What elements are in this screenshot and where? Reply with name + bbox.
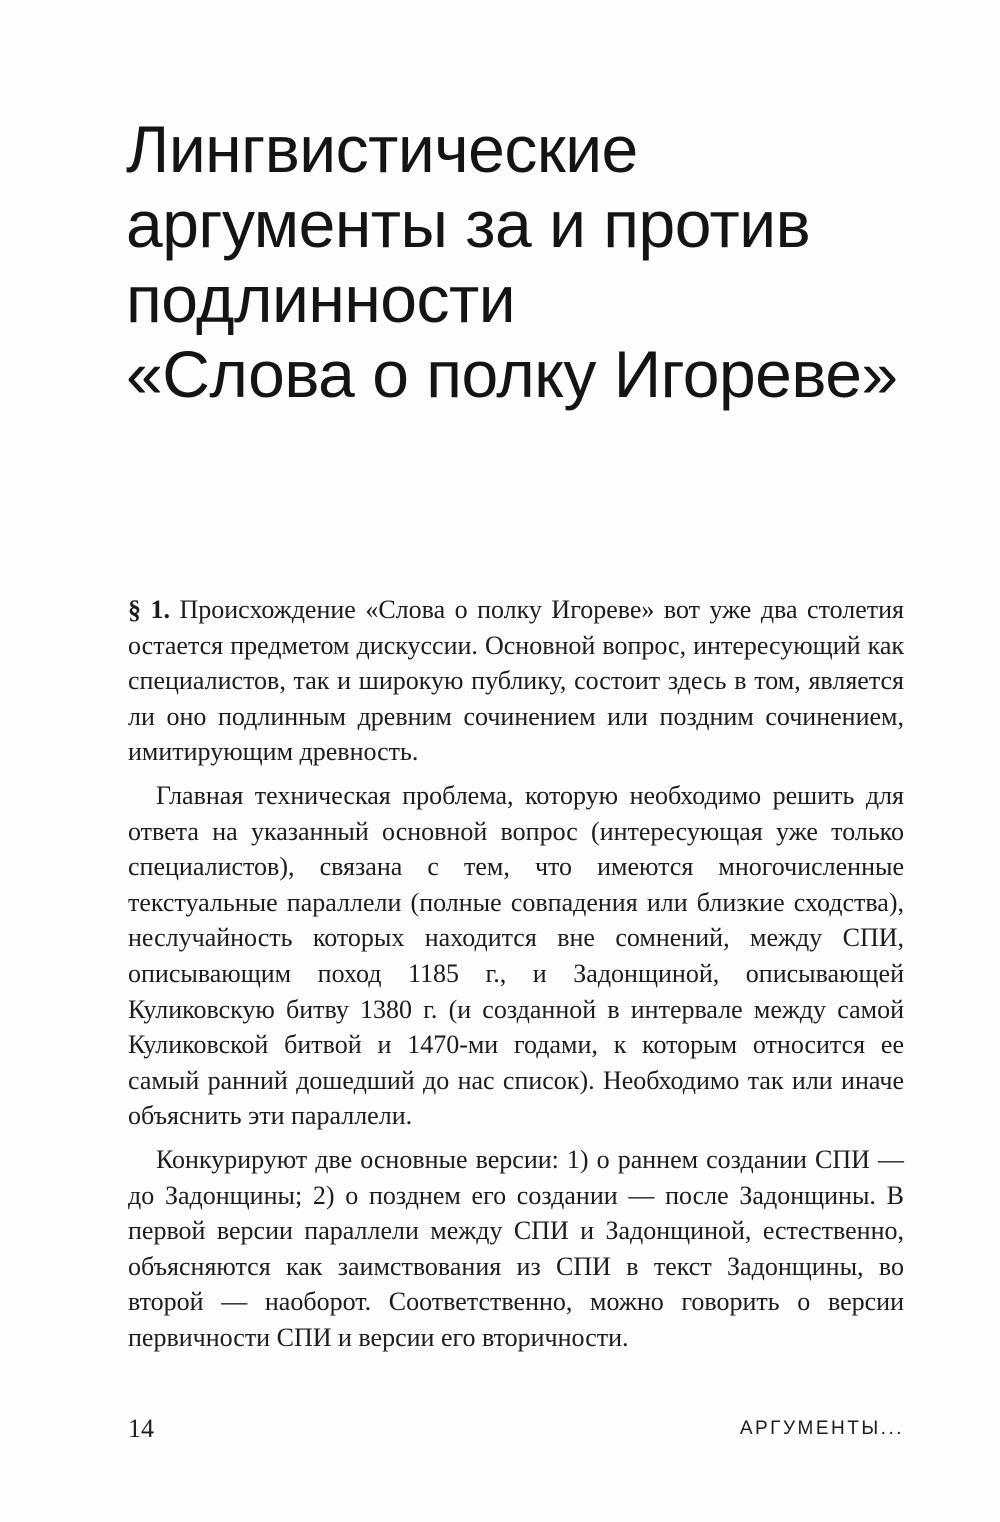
chapter-title-line-3: подлинности: [126, 262, 516, 336]
paragraph-1-text: Происхождение «Слова о полку Игореве» вот уже два столетия остается предметом дискуссии. Основной вопрос, интересующий как специалистов, так и широкую публику, состоит здесь в том, является ли оно подлинным древним сочинением или поздним сочинением, имитирующим древность.: [128, 595, 904, 767]
chapter-title-line-2: аргументы за и против: [126, 187, 811, 261]
body-text: [128, 592, 904, 1363]
paragraph-3: Конкурируют две основные версии: 1) о раннем создании СПИ — до Задонщины; 2) о позднем его создании — после Задонщины. В первой версии параллели между СПИ и Задонщиной, естественно, объясняются как заимствования из СПИ в текст Задонщины, во второй — наоборот. Соответственно, можно говорить о версии первичности СПИ и версии его вторичности.: [128, 1144, 904, 1352]
chapter-title-line-4: «Слова о полку Игореве»: [126, 337, 898, 411]
page-number: 14: [128, 1414, 154, 1443]
paragraph-2: Главная техническая проблема, которую необходимо решить для ответа на указанный основной вопрос (интересующая уже только специалистов), связана с тем, что имеются многочисленные текстуальные параллели (полные совпадения или близкие сходства), неслучайность которых находится вне сомнений, между СПИ, описывающим поход 1185 г., и Задонщиной, описывающей Куликовскую битву 1380 г. (и созданной в интервале между самой Куликовской битвой и 1470-ми годами, к которым относится ее самый ранний дошедший до нас список). Необходимо так или иначе объяснить эти параллели.: [128, 780, 904, 1131]
chapter-title: [126, 112, 956, 412]
paragraph-1: [128, 592, 904, 770]
running-head: АРГУМЕНТЫ...: [739, 1418, 904, 1439]
section-mark: § 1.: [128, 595, 170, 624]
chapter-title-line-1: Лингвистические: [126, 112, 638, 186]
